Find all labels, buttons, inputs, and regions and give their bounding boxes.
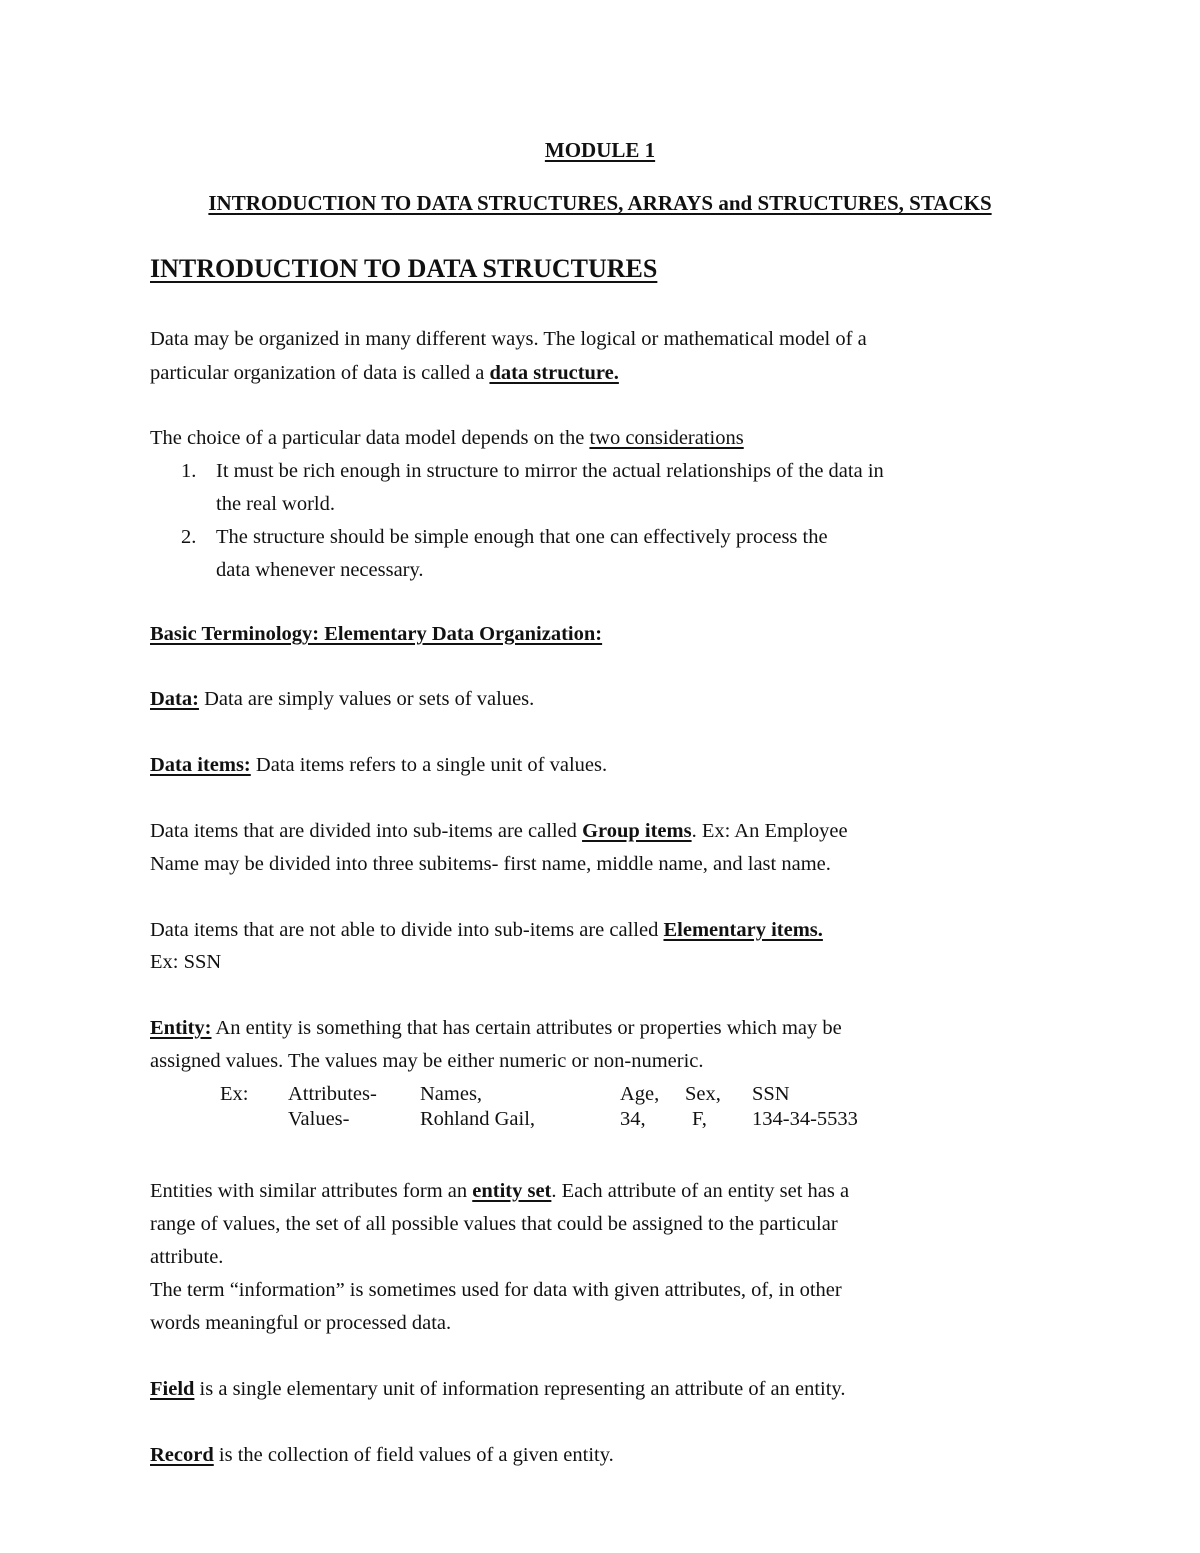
module-heading: MODULE 1 xyxy=(544,138,656,162)
term-field: Field xyxy=(150,1378,195,1400)
data-items-text: Data items refers to a single unit of values. xyxy=(250,754,608,776)
information-line-2: words meaningful or processed data. xyxy=(150,1312,452,1334)
list-item-1-line-1: It must be rich enough in structure to mirror the actual relationships of the data in xyxy=(216,460,884,482)
example-cell: Values- xyxy=(288,1108,350,1130)
example-cell: 34, xyxy=(620,1108,646,1130)
data-definition xyxy=(150,686,534,712)
entity-line-2: assigned values. The values may be either numeric or non-numeric. xyxy=(150,1050,704,1072)
term-record: Record xyxy=(150,1444,214,1466)
elementary-items-line-2: Ex: SSN xyxy=(150,951,222,973)
list-item-2-line-2: data whenever necessary. xyxy=(216,559,424,581)
example-cell: 134-34-5533 xyxy=(752,1108,858,1130)
record-definition xyxy=(150,1442,614,1468)
entity-set-post: . Each attribute of an entity set has a xyxy=(551,1180,850,1202)
choice-text: The choice of a particular data model depends on the xyxy=(150,427,590,449)
example-cell: F, xyxy=(692,1108,707,1130)
entity-set-line-2: range of values, the set of all possible values that could be assigned to the particular xyxy=(150,1213,838,1235)
term-data-items: Data items: xyxy=(150,754,251,776)
entity-text: An entity is something that has certain attributes or properties which may be xyxy=(211,1017,842,1039)
list-item-1-line-2: the real world. xyxy=(216,493,335,515)
entity-set-line-1 xyxy=(150,1178,849,1204)
intro-line-2-text: particular organization of data is called a xyxy=(150,362,490,384)
elementary-items-line-1 xyxy=(150,917,823,943)
data-items-definition xyxy=(150,752,607,778)
list-number-2: 2. xyxy=(181,526,197,548)
entity-set-pre: Entities with similar attributes form an xyxy=(150,1180,473,1202)
term-group-items: Group items xyxy=(582,820,692,842)
module-subtitle: INTRODUCTION TO DATA STRUCTURES, ARRAYS and STRUCTURES, STACKS xyxy=(208,191,992,215)
example-cell: SSN xyxy=(752,1083,790,1105)
entity-line-1 xyxy=(150,1015,842,1041)
intro-line-2 xyxy=(150,360,619,386)
field-text: is a single elementary unit of information representing an attribute of an entity. xyxy=(194,1378,846,1400)
section-title: INTRODUCTION TO DATA STRUCTURES xyxy=(150,254,658,283)
term-entity-set: entity set xyxy=(472,1180,552,1202)
example-cell: Attributes- xyxy=(288,1083,377,1105)
list-number-1: 1. xyxy=(181,460,197,482)
term-two-considerations: two considerations xyxy=(589,427,744,449)
example-cell: Rohland Gail, xyxy=(420,1108,536,1130)
choice-line xyxy=(150,425,744,451)
example-label: Ex: xyxy=(220,1083,249,1105)
intro-line-1: Data may be organized in many different ways. The logical or mathematical model of a xyxy=(150,328,867,350)
data-definition-text: Data are simply values or sets of values. xyxy=(198,688,535,710)
term-data: Data: xyxy=(150,688,199,710)
group-items-line-2: Name may be divided into three subitems- first name, middle name, and last name. xyxy=(150,853,831,875)
example-cell: Age, xyxy=(620,1083,660,1105)
entity-set-line-3: attribute. xyxy=(150,1246,224,1268)
record-text: is the collection of field values of a given entity. xyxy=(213,1444,614,1466)
group-items-post: . Ex: An Employee xyxy=(691,820,848,842)
field-definition xyxy=(150,1376,845,1402)
basic-terminology-heading: Basic Terminology: Elementary Data Organization: xyxy=(150,623,603,645)
elementary-items-pre: Data items that are not able to divide into sub-items are called xyxy=(150,919,664,941)
example-cell: Sex, xyxy=(685,1083,721,1105)
example-cell: Names, xyxy=(420,1083,483,1105)
list-item-2-line-1: The structure should be simple enough that one can effectively process the xyxy=(216,526,828,548)
information-line-1: The term “information” is sometimes used for data with given attributes, of, in other xyxy=(150,1279,842,1301)
group-items-line-1 xyxy=(150,818,848,844)
term-data-structure: data structure. xyxy=(489,362,619,384)
term-entity: Entity: xyxy=(150,1017,212,1039)
term-elementary-items: Elementary items. xyxy=(663,919,823,941)
group-items-pre: Data items that are divided into sub-items are called xyxy=(150,820,583,842)
